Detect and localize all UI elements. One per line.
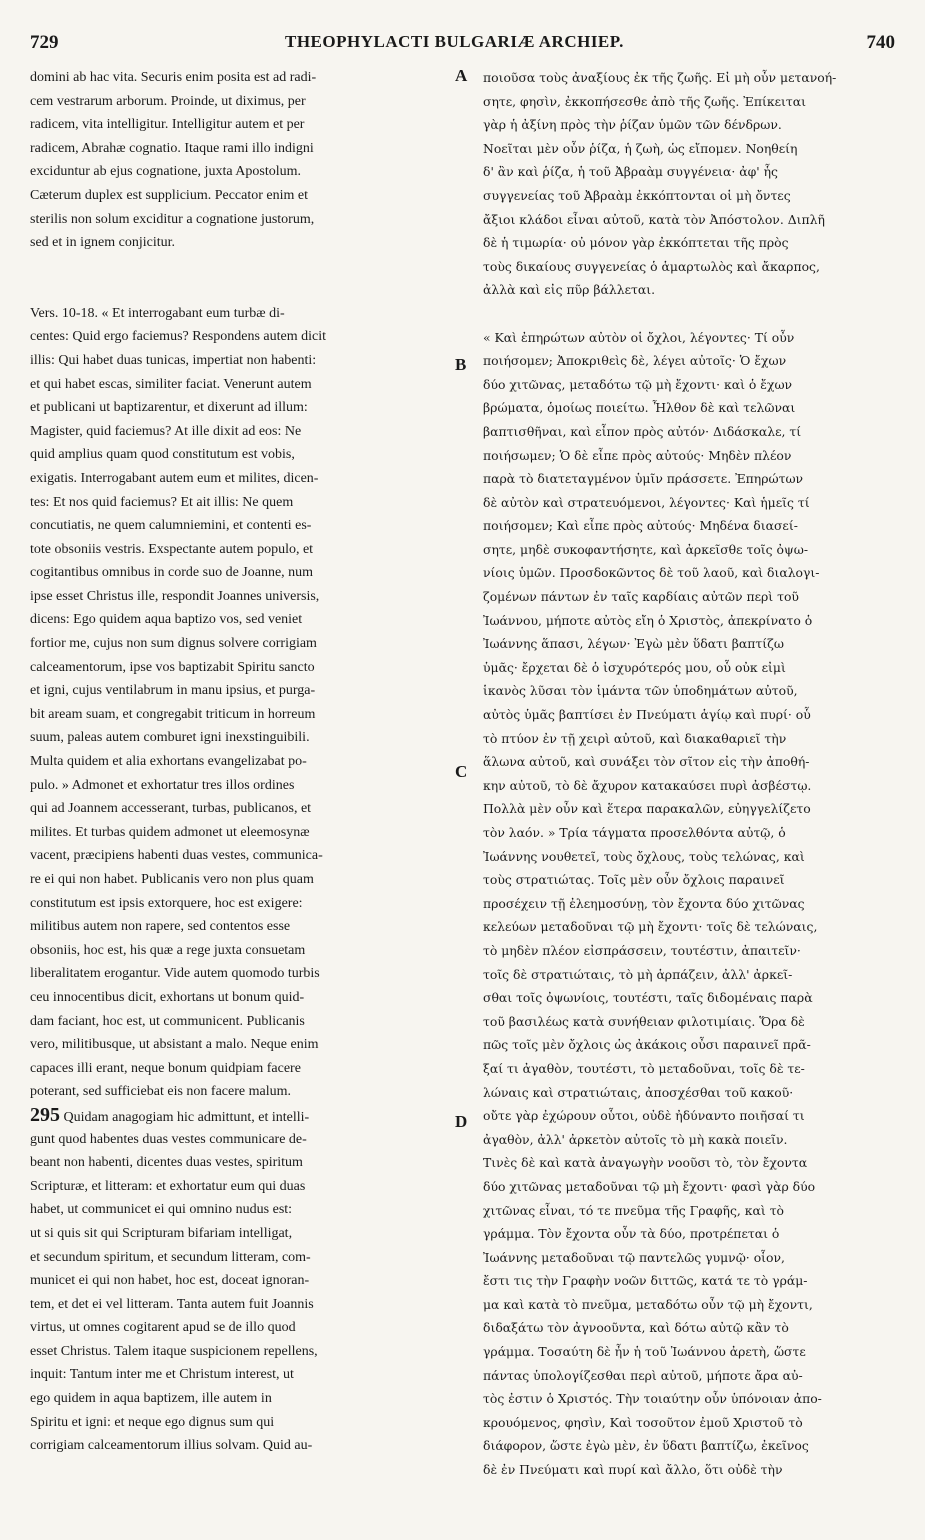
text-line: Magister, quid faciemus? At ille dixit ad eos: Ne <box>30 423 302 439</box>
text-line: προσέχειν τῇ ἐλεημοσύνῃ, τὸν ἔχοντα δύο χιτῶνας <box>483 895 805 911</box>
text-line: quid amplius quam quod constitutum est vobis, <box>30 447 295 463</box>
text-line: sterilis non solum exciditur a cognatione justorum, <box>30 211 315 227</box>
text-line: vacent, præcipiens habenti duas vestes, communica- <box>30 848 323 864</box>
text-line: radicem, vita intelligitur. Intelligitur autem et per <box>30 117 305 133</box>
text-line: obsoniis, hoc est, his quæ a rege juxta consuetam <box>30 942 306 958</box>
text-line: cem vestrarum arborum. Proinde, ut diximus, per <box>30 93 306 109</box>
text-line: cogitantibus omnibus in corde suo de Joanne, num <box>30 565 314 581</box>
text-line: exciduntur ab ejus cognatione, juxta Apostolum. <box>30 164 302 180</box>
text-line: concutiatis, ne quem calumniemini, et contenti es- <box>30 518 312 534</box>
text-line: dam faciant, hoc est, ut communicent. Publicanis <box>30 1013 305 1029</box>
text-line: τοῖς δὲ στρατιώταις, τὸ μὴ ἁρπάζειν, ἀλλ' ἀρκεῖ- <box>483 966 793 982</box>
text-line: κην αὐτοῦ, τὸ δὲ ἄχυρον κατακαύσει πυρὶ ἀσβέστῳ. <box>483 777 812 793</box>
text-line: δύο χιτῶνας, μεταδότω τῷ μὴ ἔχοντι· καὶ ὁ ἔχων <box>483 376 793 392</box>
text-line: Multa quidem et alia exhortans evangelizabat po- <box>30 754 307 770</box>
text-line: bit aream suam, et congregabit triticum in horreum <box>30 706 316 722</box>
text-line: fortior me, cujus non sum dignus solvere corrigiam <box>30 636 317 652</box>
text-line: ego quidem in aqua baptizem, ille autem in <box>30 1391 272 1407</box>
text-line: Ἰωάννης μεταδοῦναι τῷ παντελῶς γυμνῷ· οἷον, <box>483 1249 785 1265</box>
text-line: Ἰωάννης ἅπασι, λέγων· Ἐγὼ μὲν ὕδατι βαπτίζω <box>483 636 784 652</box>
text-line: τὸ πτύον ἐν τῇ χειρὶ αὐτοῦ, καὶ διακαθαριεῖ τὴν <box>483 730 787 746</box>
text-line: Ἰωάννης νουθετεῖ, τοὺς ὄχλους, τοὺς τελώνας, καὶ <box>483 848 805 864</box>
text-line: ἀλλὰ καὶ εἰς πῦρ βάλλεται. <box>483 282 656 298</box>
text-line: δύο χιτῶνας μεταδοῦναι τῷ μὴ ἔχοντι· φασὶ γὰρ δύο <box>483 1178 816 1194</box>
text-line: gunt quod habentes duas vestes communicare de- <box>30 1131 307 1147</box>
text-line: λώναις καὶ στρατιώταις, ἀποσχέσθαι τοῦ κακοῦ· <box>483 1084 794 1100</box>
margin-marker-b: B <box>455 355 467 374</box>
text-line: γράμμα. Τοσαύτη δὲ ἦν ἡ τοῦ Ἰωάννου ἀρετὴ, ὥστε <box>483 1344 806 1360</box>
text-line: corrigiam calceamentorum illius solvam. Quid au- <box>30 1438 313 1454</box>
text-line: ut si quis sit qui Scripturam bifariam intelligat, <box>30 1225 293 1241</box>
text-line: σθαι τοῖς ὀψωνίοις, τουτέστι, ταῖς διδομέναις παρὰ <box>483 990 813 1006</box>
text-line: ζομένων πάντων ἐν ταῖς καρδίαις αὐτῶν περὶ τοῦ <box>483 589 799 605</box>
text-line: τὸ μηδὲν πλέον εἰσπράσσειν, τουτέστιν, ἀπαιτεῖν· <box>483 942 801 958</box>
text-line: δὲ ἡ τιμωρία· οὐ μόνον γὰρ ἐκκόπτεται τῆς πρὸς <box>483 235 789 251</box>
text-line: Spiritu et igni: et neque ego dignus sum qui <box>30 1414 275 1430</box>
text-line: Cæterum duplex est supplicium. Peccator enim et <box>30 187 308 203</box>
text-line: βαπτισθῆναι, καὶ εἶπον πρὸς αὐτόν· Διδάσκαλε, τί <box>483 423 802 439</box>
text-line: ceu innocentibus dicit, exhortans ut bonum quid- <box>30 989 305 1005</box>
text-line: vero, militibusque, ut absistant a malo. Neque enim <box>30 1037 319 1053</box>
text-line: μα καὶ κατὰ τὸ πνεῦμα, μεταδότω οὖν τῷ μὴ ἔχοντι, <box>483 1296 813 1312</box>
text-line: διδαξάτω τὸν ἀγνοοῦντα, καὶ δότω αὐτῷ κἂν τὸ <box>483 1320 789 1336</box>
text-line: et secundum spiritum, et secundum litteram, com- <box>30 1249 311 1265</box>
text-line: γράμμα. Τὸν ἔχοντα οὖν τὰ δύο, προτρέπεται ὁ <box>483 1226 780 1242</box>
text-line: κελεύων μεταδοῦναι τῷ μὴ ἔχοντι· τοῖς δὲ τελώναις, <box>483 919 818 935</box>
margin-marker-c: C <box>455 762 468 781</box>
margin-marker-d: D <box>455 1112 468 1131</box>
page-number-right: 740 <box>866 32 895 53</box>
text-line: τοῦ βασιλέως κατὰ συνήθειαν φιλοτιμίαις. Ὅρα δὲ <box>483 1013 805 1029</box>
text-line: βρώματα, ὁμοίως ποιείτω. Ἦλθον δὲ καὶ τελῶναι <box>483 400 796 416</box>
text-line: αὐτὸς ὑμᾶς βαπτίσει ἐν Πνεύματι ἁγίῳ καὶ πυρί· οὗ <box>483 707 811 723</box>
text-line: χιτῶνας εἶναι, τό τε πνεῦμα τῆς Γραφῆς, καὶ τὸ <box>483 1202 785 1218</box>
text-line: tote obsoniis vestris. Exspectante autem populo, et <box>30 541 314 557</box>
text-line: ἔστι τις τὴν Γραφὴν νοῶν διττῶς, κατά τε τὸ γράμ- <box>483 1273 808 1289</box>
text-line: Τινὲς δὲ καὶ κατὰ ἀναγωγὴν νοοῦσι τὸ, τὸν ἔχοντα <box>483 1155 808 1171</box>
text-line: ὑμᾶς· ἔρχεται δὲ ὁ ἰσχυρότερός μου, οὗ οὐκ εἰμὶ <box>483 659 786 675</box>
text-line: παρὰ τὸ διατεταγμένον ὑμῖν πράσσετε. Ἐπηρώτων <box>483 471 804 487</box>
running-title: THEOPHYLACTI BULGARIÆ ARCHIEP. <box>285 32 624 51</box>
text-line: beant non habenti, dicentes duas vestes, spiritum <box>30 1155 303 1171</box>
text-line: δὲ ἐν Πνεύματι καὶ πυρί καὶ ἄλλο, ὅτι οὐδὲ τὴν <box>483 1462 783 1478</box>
text-line: ποιήσομεν; Ἀποκριθεὶς δὲ, λέγει αὐτοῖς· Ὁ ἔχων <box>483 353 787 369</box>
text-line: οὔτε γὰρ ἐχώρουν οὗτοι, οὐδὲ ἠδύναντο ποιῆσαί τι <box>483 1108 805 1124</box>
paragraph-gap <box>30 255 448 302</box>
text-line: centes: Quid ergo faciemus? Respondens autem dicit <box>30 329 326 345</box>
text-line: Scripturæ, et litteram: et exhortatur eum qui duas <box>30 1178 306 1194</box>
text-line: Πολλὰ μὲν οὖν καὶ ἕτερα παρακαλῶν, εὐηγγελίζετο <box>483 801 811 817</box>
text-line-content: Quidam anagogiam hic admittunt, et intelli- <box>63 1109 310 1125</box>
text-line: exigatis. Interrogabant autem eum et milites, dicen- <box>30 470 319 486</box>
text-line: liberalitatem erogantur. Vide autem quomodo turbis <box>30 966 320 982</box>
text-line: virtus, ut omnes cogitarent apud se de illo quod <box>30 1320 296 1336</box>
text-line: ἱκανὸς λῦσαι τὸν ἱμάντα τῶν ὑποδημάτων αὐτοῦ, <box>483 683 798 699</box>
text-line: κρουόμενος, φησὶν, Καὶ τοσοῦτον ἐμοῦ Χριστοῦ τὸ <box>483 1414 803 1430</box>
text-line: τὸν λαόν. » Τρία τάγματα προσελθόντα αὐτῷ, ὁ <box>483 825 786 840</box>
text-line: δὲ αὐτὸν καὶ στρατευόμενοι, λέγοντες· Καὶ ἡμεῖς τί <box>483 494 810 510</box>
text-line: qui ad Joannem accesserant, turbas, publicanos, et <box>30 801 312 817</box>
text-line: συγγενείας τοῦ Ἀβραὰμ ἐκκόπτονται οἱ μὴ ὄντες <box>483 187 791 203</box>
text-line: habet, ut communicet ei qui omnino nudus est: <box>30 1202 293 1218</box>
text-line: esset Christus. Talem itaque suspicionem repellens, <box>30 1343 318 1359</box>
latin-column <box>30 66 448 1458</box>
text-line: re ei qui non habet. Publicanis vero non plus quam <box>30 872 314 887</box>
greek-column <box>483 66 898 1482</box>
text-line: ἄξιοι κλάδοι εἶναι αὐτοῦ, κατὰ τὸν Ἀπόστολον. Διπλῆ <box>483 211 825 227</box>
text-line: « Καὶ ἐπηρώτων αὐτὸν οἱ ὄχλοι, λέγοντες· Τί οὖν <box>483 329 795 345</box>
paragraph-gap <box>483 302 898 326</box>
text-line: τοὺς δικαίους συγγενείας ὁ ἁμαρτωλὸς καὶ ἄκαρπος, <box>483 258 820 274</box>
text-line: τὸς ἐστιν ὁ Χριστός. Τὴν τοιαύτην οὖν ὑπόνοιαν ἀπο- <box>483 1391 822 1407</box>
text-line: Ἰωάννου, μήποτε αὐτὸς εἴη ὁ Χριστὸς, ἀπεκρίνατο ὁ <box>483 612 813 628</box>
text-line: capaces illi erant, neque bonum quidpiam facere <box>30 1060 301 1076</box>
text-line: Νοεῖται μὲν οὖν ῥίζα, ἡ ζωὴ, ὡς εἴπομεν. Νοηθείη <box>483 140 798 156</box>
text-line: municet ei qui non habet, hoc est, doceat ignoran- <box>30 1273 310 1289</box>
text-line: et qui habet escas, similiter faciat. Venerunt autem <box>30 376 312 392</box>
text-line: Vers. 10-18. « Et interrogabant eum turbæ di- <box>30 305 285 321</box>
text-line: et igni, cujus ventilabrum in manu ipsius, et purga- <box>30 683 316 699</box>
text-line: γὰρ ἡ ἀξίνη πρὸς τὴν ῥίζαν ὑμῶν τῶν δένδρων. <box>483 117 782 133</box>
text-line: domini ab hac vita. Securis enim posita est ad radi- <box>30 70 317 85</box>
text-line: radicem, Abrahæ cognatio. Itaque rami illo indigni <box>30 140 314 156</box>
text-line: ποιοῦσα τοὺς ἀναξίους ἐκ τῆς ζωῆς. Εἰ μὴ οὖν μετανοή- <box>483 70 837 85</box>
text-line: tes: Et nos quid faciemus? Et ait illis: Ne quem <box>30 494 294 510</box>
text-line: calceamentorum, ipse vos baptizabit Spiritu sancto <box>30 659 315 675</box>
text-line: militibus autem non rapere, sed contentos esse <box>30 919 291 935</box>
text-line: poterant, sed sufficiebat eis non facere malum. <box>30 1084 291 1100</box>
text-line: inquit: Tantum inter me et Christum interest, ut <box>30 1367 294 1383</box>
text-line: et publicani ut baptizarentur, et dixerunt ad illum: <box>30 400 308 416</box>
text-line: illis: Qui habet duas tunicas, impertiat non habenti: <box>30 352 317 368</box>
column-number: 295 <box>30 1103 60 1126</box>
text-line: δ' ἂν καὶ ῥίζα, ἡ τοῦ Ἀβραὰμ συγγένεια· ἀφ' ἧς <box>483 164 778 180</box>
margin-marker-a: A <box>455 66 468 85</box>
text-line: sed et in ignem conjicitur. <box>30 235 176 251</box>
text-line: pulo. » Admonet et exhortatur tres illos ordines <box>30 777 295 793</box>
text-line <box>30 1104 448 1128</box>
text-line: suum, paleas autem comburet igni inexstinguibili. <box>30 730 310 746</box>
text-line: ἅλωνα αὐτοῦ, καὶ συνάξει τὸν σῖτον εἰς τὴν ἀποθή- <box>483 754 810 770</box>
text-line: πῶς τοῖς μὲν ὄχλοις ὡς ἀκάκοις οὖσι παραινεῖ πρᾶ- <box>483 1037 811 1053</box>
text-line: constitutum est ipsis extorquere, hoc est exigere: <box>30 895 303 911</box>
text-line: ξαί τι ἀγαθὸν, τουτέστι, τὸ μεταδοῦναι, τοῖς δὲ τε- <box>483 1060 805 1076</box>
text-line: σητε, μηδὲ συκοφαντήσητε, καὶ ἀρκεῖσθε τοῖς ὀψω- <box>483 541 809 557</box>
text-line: tem, et det ei vel litteram. Tanta autem fuit Joannis <box>30 1296 314 1312</box>
text-line: νίοις ὑμῶν. Προσδοκῶντος δὲ τοῦ λαοῦ, καὶ διαλογι- <box>483 565 820 581</box>
text-line: διάφορον, ὥστε ἐγὼ μὲν, ἐν ὕδατι βαπτίζω, ἐκεῖνος <box>483 1438 809 1454</box>
text-line: σητε, φησὶν, ἐκκοπήσεσθε ἀπὸ τῆς ζωῆς. Ἐπίκειται <box>483 93 806 109</box>
text-line: ἀγαθὸν, ἀλλ' ἀρκετὸν αὐτοῖς τὸ μὴ κακὰ ποιεῖν. <box>483 1131 788 1147</box>
text-line: τοὺς στρατιώτας. Τοῖς μὲν οὖν ὄχλοις παραινεῖ <box>483 872 785 888</box>
page-header <box>30 32 895 60</box>
text-line: ipse esset Christus ille, respondit Joannes universis, <box>30 588 320 604</box>
text-line: πάντας ὑπολογίζεσθαι περὶ αὐτοῦ, μήποτε ἄρα αὐ- <box>483 1367 803 1383</box>
page-number-left: 729 <box>30 32 59 53</box>
text-line: dicens: Ego quidem aqua baptizo vos, sed veniet <box>30 612 303 628</box>
text-line: ποιήσωμεν; Ὁ δὲ εἶπε πρὸς αὐτούς· Μηδὲν πλέον <box>483 447 792 463</box>
text-line: ποιήσομεν; Καὶ εἶπε πρὸς αὐτούς· Μηδένα διασεί- <box>483 518 798 534</box>
text-line: milites. Et turbas quidem admonet ut eleemosynæ <box>30 824 310 840</box>
